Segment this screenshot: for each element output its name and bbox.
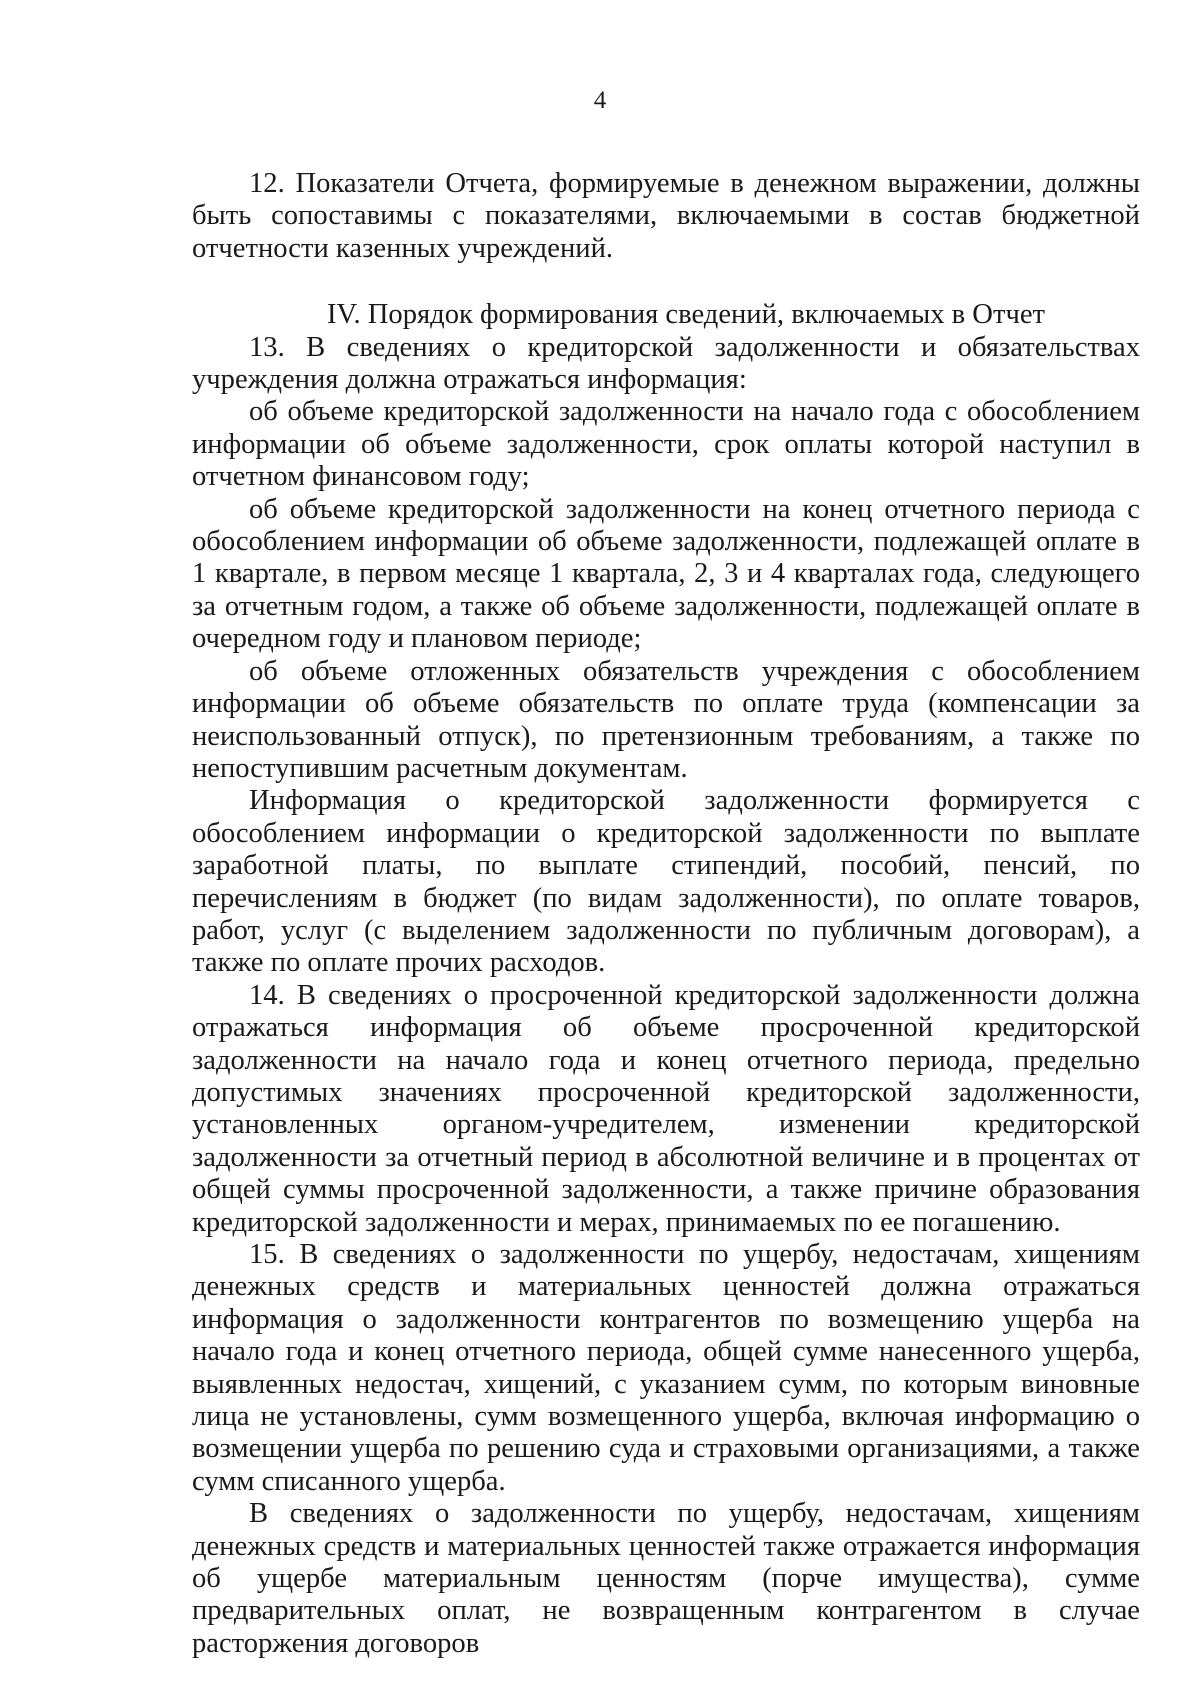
paragraph-15: 15. В сведениях о задолженности по ущербу, недостачам, хищениям денежных средств и материальных ценностей должна отражаться информация о задолженности контрагентов по возмещению ущерба на начало года и конец отчетного периода, общей сумме нанесенного ущерба, выявленных недостач, хищений, с указанием сумм, по которым виновные лица не установлены, сумм возмещенного ущерба, включая информацию о возмещении ущерба по решению суда и страховыми организациями, а также сумм списанного ущерба. bbox=[192, 1239, 1140, 1497]
paragraph-13-payables-breakdown: Информация о кредиторской задолженности формируется с обособлением информации о кредиторской задолженности по выплате заработной платы, по выплате стипендий, пособий, пенсий, по перечислениям в бюджет (по видам задолженности), по оплате товаров, работ, услуг (с выделением задолженности по публичным договорам), а также по оплате прочих расходов. bbox=[192, 785, 1140, 979]
section-heading: IV. Порядок формирования сведений, включаемых в Отчет bbox=[326, 299, 1046, 331]
paragraph-14: 14. В сведениях о просроченной кредиторской задолженности должна отражаться информация об объеме просроченной кредиторской задолженности на начало года и конец отчетного периода, предельно допустимых значениях просроченной кредиторской задолженности, установленных органом-учредителем, изменении кредиторской задолженности за отчетный период в абсолютной величине и в процентах от общей суммы просроченной задолженности, а также причине образования кредиторской задолженности и мерах, принимаемых по ее погашению. bbox=[192, 979, 1140, 1238]
paragraph-12: 12. Показатели Отчета, формируемые в денежном выражении, должны быть сопоставимы с показателями, включаемыми в состав бюджетной отчетности казенных учреждений. bbox=[192, 168, 1140, 264]
paragraph-13-start-of-year: об объеме кредиторской задолженности на начало года с обособлением информации об объеме задолженности, срок оплаты которой наступил в отчетном финансовом году; bbox=[192, 396, 1140, 493]
document-body bbox=[192, 168, 1140, 1660]
paragraph-13-end-of-period: об объеме кредиторской задолженности на конец отчетного периода с обособлением информации об объеме задолженности, подлежащей оплате в 1 квартале, в первом месяце 1 квартала, 2, 3 и 4 кварталах года, следующего за отчетным годом, а также об объеме задолженности, подлежащей оплате в очередном году и плановом периоде; bbox=[192, 493, 1140, 655]
page-number: 4 bbox=[593, 87, 607, 114]
paragraph-13-deferred-obligations: об объеме отложенных обязательств учреждения с обособлением информации об объеме обязательств по оплате труда (компенсации за неиспользованный отпуск), по претензионным требованиям, а также по непоступившим расчетным документам. bbox=[192, 655, 1140, 784]
paragraph-13-intro: 13. В сведениях о кредиторской задолженности и обязательствах учреждения должна отражаться информация: bbox=[192, 331, 1140, 396]
paragraph-15-continued: В сведениях о задолженности по ущербу, недостачам, хищениям денежных средств и материальных ценностей также отражается информация об ущербе материальным ценностям (порче имущества), сумме предварительных оплат, не возвращенным контрагентом в случае расторжения договоров bbox=[192, 1498, 1140, 1659]
